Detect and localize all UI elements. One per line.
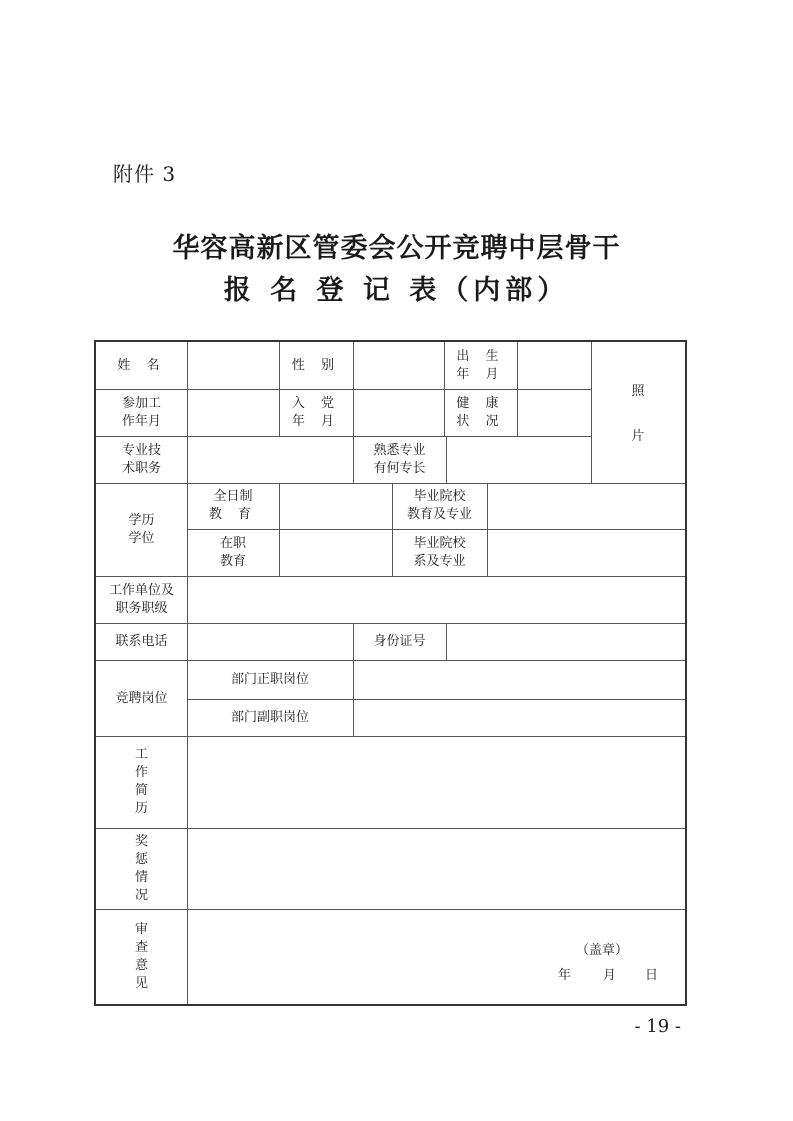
attachment-label: 附件 3 bbox=[113, 162, 177, 186]
photo-label: 照 bbox=[631, 384, 645, 399]
review-label: 审 查 意 见 bbox=[134, 921, 148, 991]
work-start-label: 参加工 作年月 bbox=[121, 395, 161, 429]
position-deputy-label: 部门副职岗位 bbox=[230, 710, 309, 725]
page-number: - 19 - bbox=[634, 1016, 681, 1037]
birth-date-label: 出 生 年 月 bbox=[456, 348, 505, 382]
gender-label: 性 别 bbox=[291, 358, 341, 373]
specialty-field[interactable] bbox=[446, 436, 591, 483]
position-deputy-field[interactable] bbox=[353, 699, 685, 736]
party-date-label: 入 党 年 月 bbox=[291, 395, 341, 429]
gender-field[interactable] bbox=[353, 342, 444, 389]
inservice-school-field[interactable] bbox=[487, 529, 685, 576]
fulltime-education-label: 全日制 教 育 bbox=[208, 489, 258, 522]
phone-label: 联系电话 bbox=[115, 634, 168, 649]
id-number-field[interactable] bbox=[446, 623, 685, 660]
tech-title-field[interactable] bbox=[187, 436, 353, 483]
name-field[interactable] bbox=[187, 342, 279, 389]
date-year-label: 年 bbox=[558, 968, 572, 983]
specialty-label: 熟悉专业 有何专长 bbox=[373, 442, 426, 476]
resume-field[interactable] bbox=[187, 736, 685, 828]
position-main-label: 部门正职岗位 bbox=[230, 672, 309, 687]
phone-field[interactable] bbox=[187, 623, 353, 660]
party-date-field[interactable] bbox=[353, 389, 444, 436]
birth-date-field[interactable] bbox=[517, 342, 591, 389]
employer-label: 工作单位及 职务职级 bbox=[108, 582, 174, 616]
position-main-field[interactable] bbox=[353, 660, 685, 699]
form-title-line1: 华容高新区管委会公开竞聘中层骨干 bbox=[172, 233, 621, 264]
date-month-label: 月 bbox=[603, 968, 617, 983]
inservice-education-field[interactable] bbox=[279, 529, 392, 576]
health-label: 健 康 状 况 bbox=[456, 395, 505, 429]
inservice-school-label: 毕业院校 系及专业 bbox=[413, 535, 466, 569]
name-label: 姓 名 bbox=[117, 358, 166, 373]
seal-label: （盖章） bbox=[576, 943, 629, 958]
form-title-line2: 报 名 登 记 表（内部） bbox=[223, 275, 570, 306]
work-start-field[interactable] bbox=[187, 389, 279, 436]
education-label: 学历 学位 bbox=[128, 512, 155, 546]
resume-label: 工 作 简 历 bbox=[134, 747, 148, 816]
position-label: 竞聘岗位 bbox=[115, 690, 168, 706]
photo-box[interactable]: 照 片 bbox=[591, 342, 685, 483]
registration-form-table bbox=[94, 340, 687, 1006]
id-number-label: 身份证号 bbox=[373, 634, 426, 649]
awards-field[interactable] bbox=[187, 828, 685, 909]
date-day-label: 日 bbox=[645, 968, 659, 983]
fulltime-school-label: 毕业院校 教育及专业 bbox=[406, 489, 472, 522]
inservice-education-label: 在职 教育 bbox=[219, 535, 246, 569]
fulltime-education-field[interactable] bbox=[279, 483, 392, 529]
fulltime-school-field[interactable] bbox=[487, 483, 685, 529]
employer-field[interactable] bbox=[187, 576, 685, 623]
health-field[interactable] bbox=[517, 389, 591, 436]
tech-title-label: 专业技 术职务 bbox=[121, 442, 161, 476]
awards-label: 奖 惩 情 况 bbox=[134, 833, 148, 903]
